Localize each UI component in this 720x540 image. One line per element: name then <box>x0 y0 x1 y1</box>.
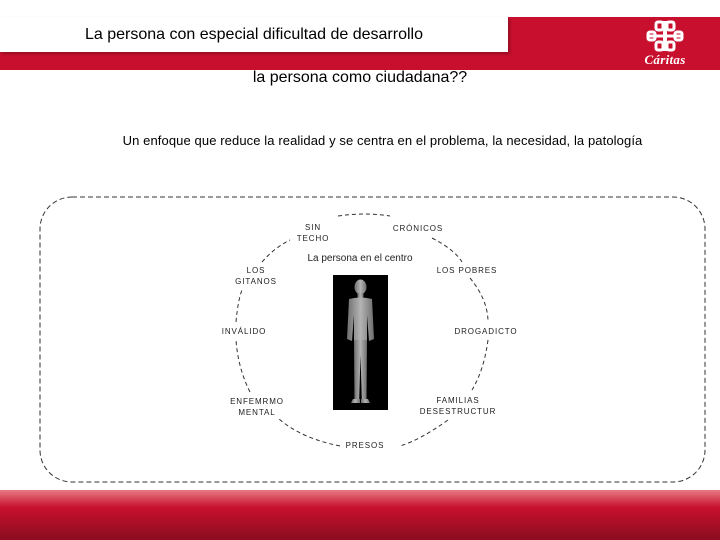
figure-panel <box>333 275 388 410</box>
page-title: La persona con especial dificultad de desarrollo <box>85 26 423 43</box>
footer-band <box>0 490 720 540</box>
subtitle: la persona como ciudadana?? <box>252 69 468 86</box>
arc-top <box>338 214 390 216</box>
logo-wordmark: Cáritas <box>644 52 686 67</box>
label-invalido: INVÁLIDO <box>221 327 267 336</box>
arc-lower-left <box>278 418 340 446</box>
label-cronicos: CRÓNICOS <box>392 224 444 233</box>
label-enfermo-mental: ENFEMRMO MENTAL <box>230 397 284 417</box>
label-sin-techo: SIN TECHO <box>296 223 330 243</box>
arc-right-upper <box>470 278 488 322</box>
person-silhouette-icon <box>333 275 388 410</box>
label-los-pobres: LOS POBRES <box>436 266 498 275</box>
label-los-gitanos: LOS GITANOS <box>235 266 277 286</box>
arc-upper-left <box>262 240 290 262</box>
label-presos: PRESOS <box>345 441 385 450</box>
arc-left-upper <box>236 290 242 322</box>
label-familias: FAMILIAS DESESTRUCTUR <box>419 396 497 416</box>
label-drogadicto: DROGADICTO <box>454 327 518 336</box>
arc-right-lower <box>472 340 488 390</box>
arc-upper-right <box>432 238 462 262</box>
arc-left-lower <box>236 340 250 392</box>
intro-text: Un enfoque que reduce la realidad y se centra en el problema, la necesidad, la patología <box>122 133 643 148</box>
center-label: La persona en el centro <box>307 253 413 264</box>
arc-lower-right <box>400 420 448 446</box>
